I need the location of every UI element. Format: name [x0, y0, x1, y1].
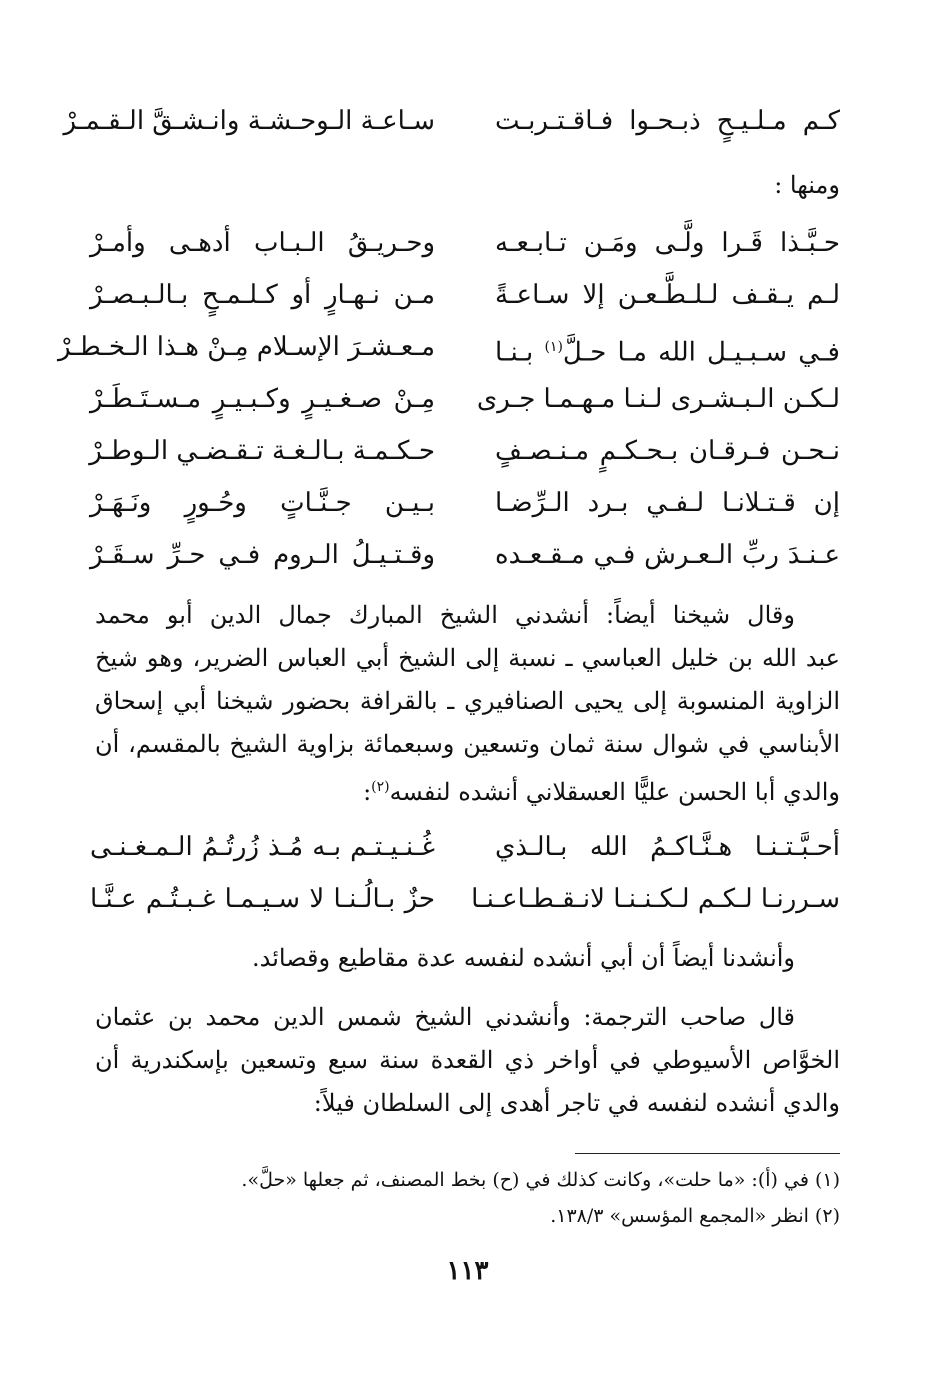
poem-1-verse: [90, 478, 840, 528]
paragraph-line: الأبناسي في شوال سنة ثمان وتسعين وسبعمائة بزاوية الشيخ بالمقسم، أن: [95, 730, 840, 758]
verse-first-hemistich: نـحـن فـرقـان بـحـكـمٍ مـنـصـفٍ: [495, 436, 840, 466]
verse-second-hemistich: وقـتـيـلُ الـروم فـي حـرِّ سـقَـرْ: [90, 540, 435, 570]
paragraph-line: قال صاحب الترجمة: وأنشدني الشيخ شمس الدين محمد بن عثمان: [95, 1003, 795, 1031]
paragraph-line: وأنشدنا أيضاً أن أبي أنشده لنفسه عدة مقاطيع وقصائد.: [252, 944, 795, 972]
poem-1-verse: [90, 374, 840, 424]
paragraph-line: الخوَّاص الأسيوطي في أواخر ذي القعدة سنة سبع وتسعين بإسكندرية أن: [95, 1046, 840, 1074]
section-label-minha: ومنها :: [774, 171, 840, 199]
paragraph-3: [95, 996, 840, 1125]
verse-second-hemistich: مِـنْ صـغـيـرٍ وكـبـيـرٍ مـسـتَـطَـرْ: [90, 384, 435, 414]
paragraph-line: الزاوية المنسوبة إلى يحيى الصنافيري ـ بالقرافة بحضور شيخنا أبي إسحاق: [95, 687, 840, 715]
footnote-marker-1: (١): [544, 339, 563, 355]
page-number: ١١٣: [446, 1256, 489, 1286]
poem-1-verse: [90, 426, 840, 476]
poem-2-verse: [90, 822, 840, 872]
verse-second-hemistich: بـيـن جـنَّـاتٍ وحُـورٍ ونَـهَـرْ: [90, 488, 435, 518]
paragraph-1: [95, 594, 840, 814]
verse-first-hemistich: كـم مـلـيـحٍ ذبـحـوا فـاقـتـربـت: [495, 106, 840, 136]
verse-first-hemistich: سـررنـا لـكـم لـكـنـنـا لانـقـطـاعـنـا: [471, 884, 840, 914]
paragraph-line: والدي أنشده لنفسه في تاجر أهدى إلى السلطان فيلاً:: [313, 1089, 840, 1117]
verse-first-hemistich: أحـبَّـتـنـا هـنَّـاكـمُ الله بـالـذي: [495, 832, 840, 862]
verse-first-hemistich: عـنـدَ ربِّ الـعـرش فـي مـقـعـده: [495, 540, 840, 570]
paragraph-line: وقال شيخنا أيضاً: أنشدني الشيخ المبارك جمال الدين أبو محمد: [95, 601, 795, 629]
verse-text: بـنـا: [495, 337, 545, 368]
paragraph-line: عبد الله بن خليل العباسي ـ نسبة إلى الشيخ أبي العباس الضرير، وهو شيخ: [95, 644, 841, 672]
poem-2-verse: [90, 874, 840, 924]
footnote-2: (٢) انظر «المجمع المؤسس» ١٣٨/٣.: [550, 1205, 840, 1227]
poem-1-verse: [90, 218, 840, 268]
poem-1-verse: [90, 530, 840, 580]
verse-first-hemistich: إن قـتـلانـا لـفـي بـرد الـرِّضـا: [495, 488, 840, 518]
verse-second-hemistich: مـعـشـرَ الإسـلام مِـنْ هـذا الـخـطـرْ: [58, 332, 435, 362]
poem-1-verse: [58, 322, 840, 372]
verse-second-hemistich: حزٌ بـالُـنـا لا سـيـمـا غـبـتُـم عـنَّـا: [90, 884, 435, 914]
verse-first-hemistich: حـبَّـذا قَـرا ولَّـى ومَـن تـابـعـه: [495, 228, 840, 258]
paragraph-2: [95, 937, 840, 980]
verse-text: فـي سـبـيـل الله مـا حـلَّ: [562, 337, 840, 368]
footnote-1: (١) في (أ): «ما حلت»، وكانت كذلك في (ح) بخط المصنف، ثم جعلها «حلَّ».: [241, 1169, 840, 1191]
verse-first-hemistich: لـكـن الـبـشـرى لـنـا مـهـمـا جـرى: [476, 384, 840, 414]
verse-second-hemistich: غُـنـيـتـم بـه مُـذ زُرتُـمُ الـمـغـنـى: [90, 832, 435, 862]
verse-first-hemistich: [495, 322, 840, 378]
verse-second-hemistich: وحـريـقُ الـبـاب أدهـى وأمـرْ: [90, 228, 435, 258]
verse-second-hemistich: حـكـمـة بـالـغـة تـقـضـي الـوطـرْ: [89, 436, 435, 466]
paragraph-text: والدي أبا الحسن عليًّا العسقلاني أنشده لنفسه: [389, 778, 840, 806]
footnote-marker-2: (٢): [371, 779, 390, 795]
verse-first-hemistich: لـم يـقـف لـلـطَّـعـن إلا سـاعـةً: [495, 280, 840, 310]
poem-1-verse: [90, 270, 840, 320]
verse-top: [63, 96, 840, 146]
footnote-separator: [575, 1153, 840, 1154]
paragraph-line: [95, 766, 840, 814]
paragraph-text: :: [363, 778, 372, 806]
verse-second-hemistich: مـن نـهـارٍ أو كـلـمـحٍ بـالـبـصـرْ: [90, 280, 435, 310]
verse-second-hemistich: سـاعـة الـوحـشـة وانـشـقَّ الـقـمـرْ: [63, 106, 435, 136]
